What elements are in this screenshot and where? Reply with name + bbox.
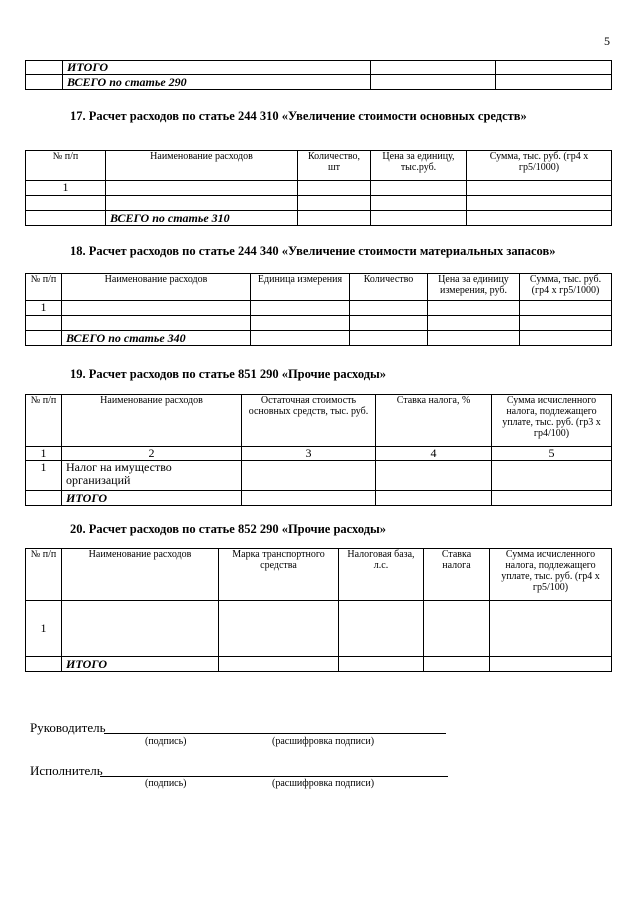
s19-colnum-2: 2: [62, 447, 242, 461]
section-20-table: [25, 548, 612, 672]
s17-total: ВСЕГО по статье 310: [106, 211, 298, 226]
s18-header-unit: Единица измерения: [251, 274, 350, 301]
s18-header-name: Наименование расходов: [62, 274, 251, 301]
s20-header-sum: Сумма исчисленного налога, подлежащего уплате, тыс. руб. (гр4 х гр5/100): [490, 549, 612, 601]
s17-header-name: Наименование расходов: [106, 151, 298, 181]
executor-decode-caption: (расшифровка подписи): [272, 778, 375, 789]
s19-header-num: № п/п: [26, 395, 62, 447]
s17-header-qty: Количество, шт: [298, 151, 371, 181]
s20-header-rate: Ставка налога: [424, 549, 490, 601]
page-number: 5: [604, 34, 610, 48]
s20-row1-num: 1: [26, 601, 62, 657]
s20-total: ИТОГО: [62, 657, 219, 672]
section-17-heading: 17. Расчет расходов по статье 244 310 «Увеличение стоимости основных средств»: [70, 109, 527, 123]
s20-header-base: Налоговая база, л.с.: [339, 549, 424, 601]
head-label: Руководитель: [30, 720, 106, 735]
top-article-total-label: ВСЕГО по статье 290: [63, 75, 371, 90]
s20-header-num: № п/п: [26, 549, 62, 601]
head-signature-line: [104, 733, 446, 734]
s17-header-sum: Сумма, тыс. руб. (гр4 х гр5/1000): [467, 151, 612, 181]
s19-row1-num: 1: [26, 461, 62, 491]
s19-total: ИТОГО: [62, 491, 242, 506]
head-sign-caption: (подпись): [145, 736, 187, 747]
s19-header-residual: Остаточная стоимость основных средств, тыс. руб.: [242, 395, 376, 447]
section-20-heading: 20. Расчет расходов по статье 852 290 «Прочие расходы»: [70, 522, 387, 536]
s17-header-num: № п/п: [26, 151, 106, 181]
s19-colnum-1: 1: [26, 447, 62, 461]
s19-header-name: Наименование расходов: [62, 395, 242, 447]
s19-row1-name: Налог на имущество организаций: [62, 461, 242, 491]
executor-signature-line: [100, 776, 448, 777]
s18-header-num: № п/п: [26, 274, 62, 301]
s18-row1-num: 1: [26, 301, 62, 316]
section-18-heading: 18. Расчет расходов по статье 244 340 «Увеличение стоимости материальных запасов»: [70, 244, 556, 258]
s18-header-price: Цена за единицу измерения, руб.: [428, 274, 520, 301]
top-total-label: ИТОГО: [63, 61, 371, 75]
s19-colnum-5: 5: [492, 447, 612, 461]
s19-header-rate: Ставка налога, %: [376, 395, 492, 447]
s19-header-sum: Сумма исчисленного налога, подлежащего уплате, тыс. руб. (гр3 х гр4/100): [492, 395, 612, 447]
executor-sign-caption: (подпись): [145, 778, 187, 789]
head-decode-caption: (расшифровка подписи): [272, 736, 375, 747]
s20-header-vehicle: Марка транспортного средства: [219, 549, 339, 601]
s19-colnum-4: 4: [376, 447, 492, 461]
s17-header-price: Цена за единицу, тыс.руб.: [371, 151, 467, 181]
s20-header-name: Наименование расходов: [62, 549, 219, 601]
s18-total: ВСЕГО по статье 340: [62, 331, 251, 346]
s19-colnum-3: 3: [242, 447, 376, 461]
s18-header-sum: Сумма, тыс. руб. (гр4 х гр5/1000): [520, 274, 612, 301]
section-19-heading: 19. Расчет расходов по статье 851 290 «Прочие расходы»: [70, 367, 387, 381]
section-18-table: [25, 273, 612, 346]
s17-row1-num: 1: [26, 181, 106, 196]
section-19-table: [25, 394, 612, 506]
s18-header-qty: Количество: [350, 274, 428, 301]
section-17-table: [25, 150, 612, 226]
top-table: [25, 60, 612, 90]
executor-label: Исполнитель: [30, 763, 103, 778]
